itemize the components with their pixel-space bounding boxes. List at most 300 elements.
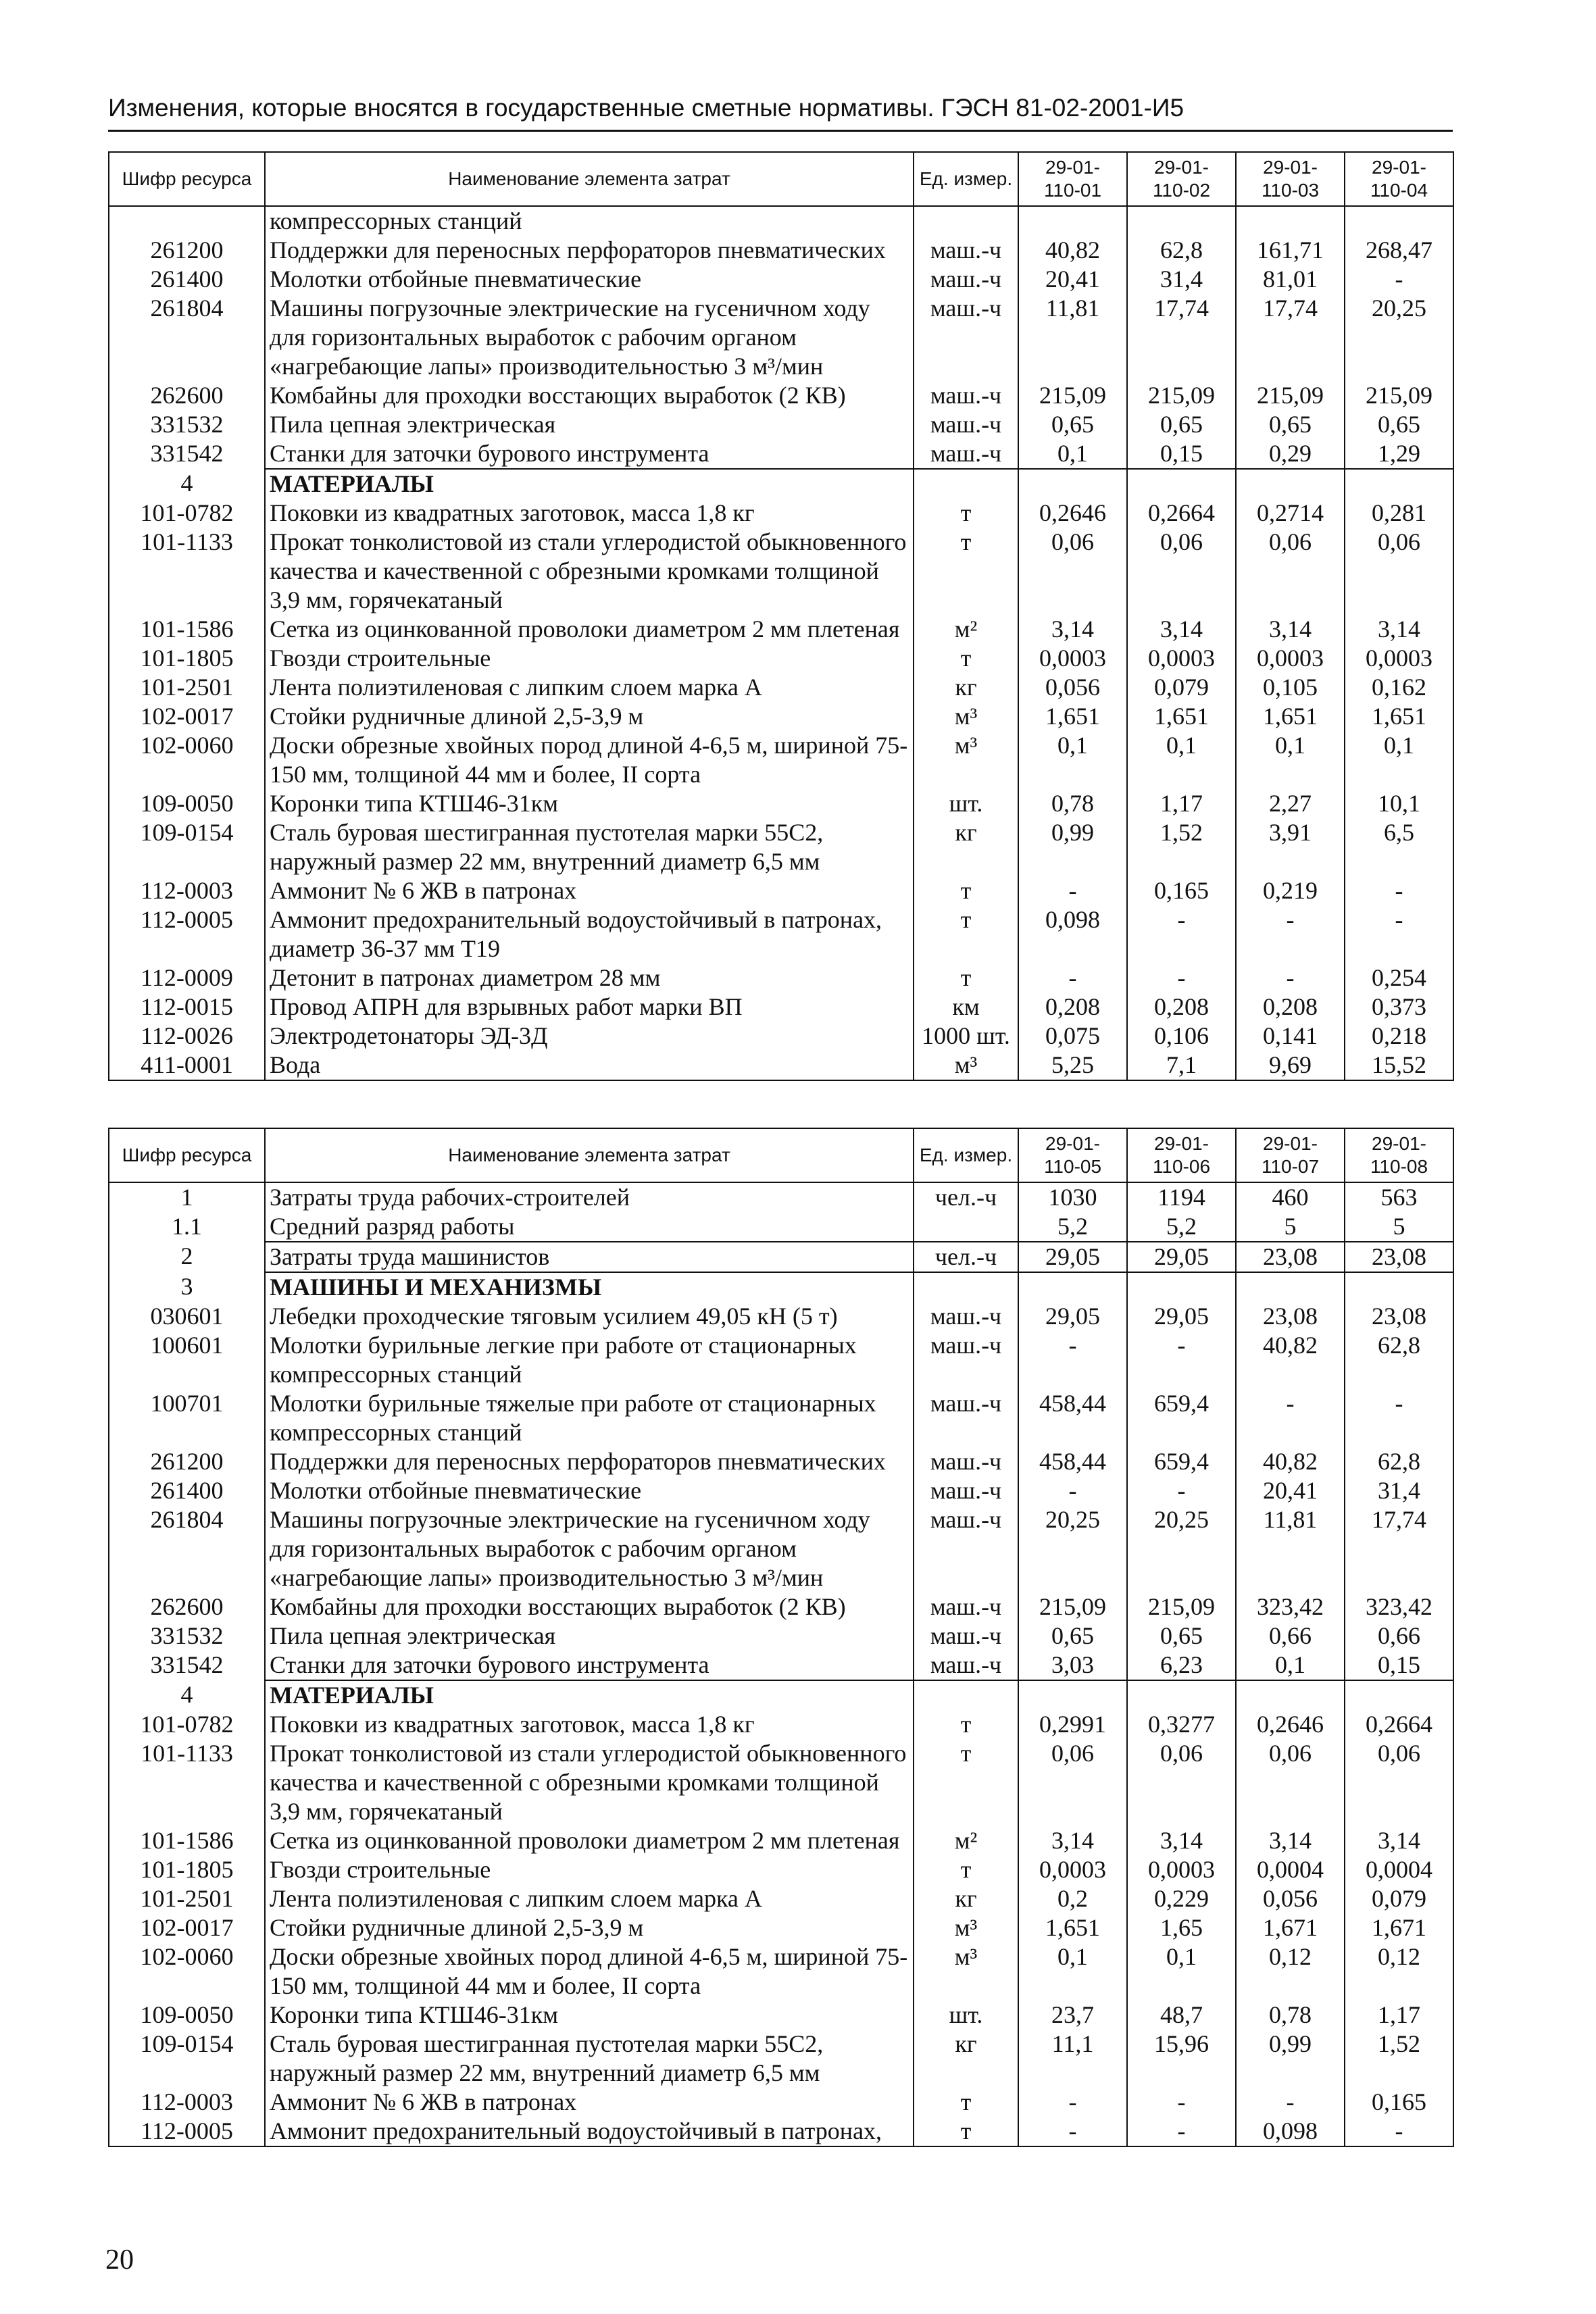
table-row <box>109 206 1453 236</box>
norm-value: 3,14 <box>1236 615 1345 644</box>
norm-value: 3,14 <box>1345 1826 1453 1855</box>
cost-element-name: Пила цепная электрическая <box>265 410 914 439</box>
cost-element-name: Аммонит предохранительный водоустойчивый в патронах, <box>265 2117 914 2146</box>
norm-value: 0,165 <box>1127 876 1236 905</box>
norm-value: 0,1 <box>1236 1651 1345 1680</box>
norm-value: 0,66 <box>1236 1621 1345 1651</box>
norm-value: 1,65 <box>1127 1913 1236 1942</box>
norm-value: 1030 <box>1018 1182 1127 1212</box>
norm-value: 3,91 <box>1236 818 1345 876</box>
norm-value: 29,05 <box>1018 1302 1127 1331</box>
norm-value: 659,4 <box>1127 1389 1236 1447</box>
cost-element-name: Гвозди строительные <box>265 644 914 673</box>
cost-element-name: Лента полиэтиленовая с липким слоем марка А <box>265 673 914 702</box>
norm-value: 1,29 <box>1345 439 1453 469</box>
norm-value: 17,74 <box>1127 294 1236 381</box>
cost-element-name: Машины погрузочные электрические на гусеничном ходу для горизонтальных выработок с рабочим органом «нагребающие лапы» производительностью 3 м³/мин <box>265 1505 914 1592</box>
resource-code <box>109 206 265 236</box>
cost-element-name: Пила цепная электрическая <box>265 1621 914 1651</box>
norm-value: - <box>1236 905 1345 963</box>
unit-cell: м³ <box>914 702 1018 731</box>
norm-value: 0,105 <box>1236 673 1345 702</box>
col-header-norm: 29-01- 110-01 <box>1018 152 1127 206</box>
norm-value: 40,82 <box>1236 1331 1345 1389</box>
cost-element-name: Доски обрезные хвойных пород длиной 4-6,5 м, шириной 75-150 мм, толщиной 44 мм и более, II сорта <box>265 1942 914 2001</box>
page-number: 20 <box>105 2244 134 2275</box>
table-row <box>109 381 1453 410</box>
page-header: Изменения, которые вносятся в государственные сметные нормативы. ГЭСН 81-02-2001-И5 <box>108 92 1453 132</box>
norm-value: - <box>1018 2117 1127 2146</box>
norm-value: 10,1 <box>1345 789 1453 818</box>
norm-value <box>1127 469 1236 499</box>
norm-value: 0,2714 <box>1236 499 1345 528</box>
cost-element-name: Аммонит № 6 ЖВ в патронах <box>265 876 914 905</box>
cost-element-name: Аммонит № 6 ЖВ в патронах <box>265 2088 914 2117</box>
table-row <box>109 1913 1453 1942</box>
table-row <box>109 2001 1453 2030</box>
col-header-code: Шифр ресурса <box>109 1128 265 1182</box>
unit-cell: маш.-ч <box>914 410 1018 439</box>
norm-value: 0,99 <box>1018 818 1127 876</box>
resource-code: 261804 <box>109 1505 265 1592</box>
norm-value: 458,44 <box>1018 1447 1127 1476</box>
norm-value: 0,1 <box>1345 731 1453 789</box>
unit-cell: м³ <box>914 1913 1018 1942</box>
cost-element-name: Коронки типа КТШ46-31км <box>265 789 914 818</box>
col-header-norm: 29-01- 110-02 <box>1127 152 1236 206</box>
norm-value: 23,08 <box>1236 1302 1345 1331</box>
norm-value: 0,15 <box>1127 439 1236 469</box>
norm-value: 0,06 <box>1345 1739 1453 1826</box>
cost-element-name: Комбайны для проходки восстающих выработок (2 КВ) <box>265 381 914 410</box>
norm-value: 0,06 <box>1236 1739 1345 1826</box>
norm-value: 62,8 <box>1345 1447 1453 1476</box>
resource-code: 109-0154 <box>109 2030 265 2088</box>
unit-cell: т <box>914 499 1018 528</box>
resource-code: 101-0782 <box>109 499 265 528</box>
norm-value <box>1345 469 1453 499</box>
norm-value: 3,14 <box>1236 1826 1345 1855</box>
table-row <box>109 1302 1453 1331</box>
resource-code: 030601 <box>109 1302 265 1331</box>
resource-code: 4 <box>109 1680 265 1710</box>
table-row <box>109 1022 1453 1051</box>
table-row <box>109 702 1453 731</box>
table-row <box>109 1389 1453 1447</box>
cost-element-name: Коронки типа КТШ46-31км <box>265 2001 914 2030</box>
cost-element-name: Сталь буровая шестигранная пустотелая марки 55С2, наружный размер 22 мм, внутренний диаметр 6,5 мм <box>265 2030 914 2088</box>
cost-element-name: Электродетонаторы ЭД-3Д <box>265 1022 914 1051</box>
unit-cell: кг <box>914 673 1018 702</box>
norm-value: 0,1 <box>1018 731 1127 789</box>
col-header-name: Наименование элемента затрат <box>265 152 914 206</box>
resource-table-2 <box>108 1128 1454 2147</box>
norm-value: 323,42 <box>1345 1592 1453 1621</box>
table-row <box>109 499 1453 528</box>
norm-value: 0,65 <box>1127 410 1236 439</box>
norm-value: 0,079 <box>1127 673 1236 702</box>
norm-value: 29,05 <box>1127 1302 1236 1331</box>
unit-cell: м³ <box>914 1051 1018 1080</box>
unit-cell: т <box>914 1739 1018 1826</box>
norm-value: - <box>1127 905 1236 963</box>
norm-value: - <box>1345 2117 1453 2146</box>
cost-element-name: Вода <box>265 1051 914 1080</box>
cost-element-name: Сетка из оцинкованной проволоки диаметром 2 мм плетеная <box>265 1826 914 1855</box>
norm-value: 659,4 <box>1127 1447 1236 1476</box>
norm-value: 460 <box>1236 1182 1345 1212</box>
norm-value: 323,42 <box>1236 1592 1345 1621</box>
unit-cell: кг <box>914 818 1018 876</box>
table-row <box>109 294 1453 381</box>
table-row <box>109 1505 1453 1592</box>
norm-value: 0,12 <box>1236 1942 1345 2001</box>
resource-code: 100701 <box>109 1389 265 1447</box>
norm-value: 0,373 <box>1345 992 1453 1022</box>
section-row <box>109 469 1453 499</box>
norm-value: - <box>1018 876 1127 905</box>
norm-value: 215,09 <box>1018 381 1127 410</box>
norm-value: 0,056 <box>1018 673 1127 702</box>
norm-value: 0,165 <box>1345 2088 1453 2117</box>
cost-element-name: МАТЕРИАЛЫ <box>265 1680 914 1710</box>
norm-value: 15,96 <box>1127 2030 1236 2088</box>
norm-value: 215,09 <box>1236 381 1345 410</box>
norm-value: 0,229 <box>1127 1884 1236 1913</box>
unit-cell <box>914 469 1018 499</box>
norm-value: - <box>1127 2088 1236 2117</box>
table-row <box>109 1051 1453 1080</box>
table-row <box>109 905 1453 963</box>
norm-value: - <box>1236 963 1345 992</box>
cost-element-name: Затраты труда рабочих-строителей <box>265 1182 914 1212</box>
cost-element-name: Стойки рудничные длиной 2,5-3,9 м <box>265 702 914 731</box>
cost-element-name: Сталь буровая шестигранная пустотелая марки 55С2, наружный размер 22 мм, внутренний диаметр 6,5 мм <box>265 818 914 876</box>
table-header-row <box>109 1128 1453 1182</box>
unit-cell: м³ <box>914 1942 1018 2001</box>
resource-code: 101-1133 <box>109 1739 265 1826</box>
norm-value <box>1345 1272 1453 1302</box>
norm-value: 81,01 <box>1236 265 1345 294</box>
norm-value: 0,15 <box>1345 1651 1453 1680</box>
norm-value: 0,254 <box>1345 963 1453 992</box>
resource-code: 331532 <box>109 410 265 439</box>
norm-value: 0,78 <box>1236 2001 1345 2030</box>
norm-value: - <box>1127 1331 1236 1389</box>
norm-value: 15,52 <box>1345 1051 1453 1080</box>
norm-value: 3,14 <box>1345 615 1453 644</box>
resource-code: 109-0050 <box>109 789 265 818</box>
table-row <box>109 731 1453 789</box>
norm-value: 0,12 <box>1345 1942 1453 2001</box>
unit-cell: кг <box>914 2030 1018 2088</box>
norm-value: 5 <box>1345 1212 1453 1242</box>
cost-element-name: Детонит в патронах диаметром 28 мм <box>265 963 914 992</box>
norm-value: 0,218 <box>1345 1022 1453 1051</box>
unit-cell: т <box>914 2117 1018 2146</box>
table-row <box>109 1621 1453 1651</box>
norm-value: 1,671 <box>1236 1913 1345 1942</box>
norm-value <box>1236 1272 1345 1302</box>
norm-value: 1194 <box>1127 1182 1236 1212</box>
resource-code: 411-0001 <box>109 1051 265 1080</box>
norm-value: 0,1 <box>1127 731 1236 789</box>
norm-value: 11,81 <box>1236 1505 1345 1592</box>
unit-cell: шт. <box>914 2001 1018 2030</box>
norm-value: 0,098 <box>1236 2117 1345 2146</box>
norm-value: 23,08 <box>1345 1242 1453 1272</box>
norm-value <box>1127 1272 1236 1302</box>
norm-value <box>1018 469 1127 499</box>
norm-value: 0,075 <box>1018 1022 1127 1051</box>
norm-value: 0,162 <box>1345 673 1453 702</box>
norm-value: 0,1 <box>1127 1942 1236 2001</box>
col-header-norm: 29-01- 110-08 <box>1345 1128 1453 1182</box>
resource-code: 101-1805 <box>109 1855 265 1884</box>
table-row <box>109 1476 1453 1505</box>
norm-value: 20,41 <box>1236 1476 1345 1505</box>
table-row <box>109 2088 1453 2117</box>
norm-value: 0,65 <box>1345 410 1453 439</box>
norm-value: 40,82 <box>1236 1447 1345 1476</box>
table-row <box>109 1447 1453 1476</box>
norm-value: 20,25 <box>1127 1505 1236 1592</box>
norm-value: 0,99 <box>1236 2030 1345 2088</box>
unit-cell: т <box>914 2088 1018 2117</box>
resource-code: 101-2501 <box>109 673 265 702</box>
table-row <box>109 1942 1453 2001</box>
norm-value: 17,74 <box>1236 294 1345 381</box>
norm-value: 0,06 <box>1127 528 1236 615</box>
norm-value: 23,08 <box>1236 1242 1345 1272</box>
table-row <box>109 2030 1453 2088</box>
resource-code: 102-0060 <box>109 731 265 789</box>
col-header-norm: 29-01- 110-03 <box>1236 152 1345 206</box>
norm-value <box>1018 206 1127 236</box>
unit-cell: маш.-ч <box>914 1476 1018 1505</box>
unit-cell <box>914 1272 1018 1302</box>
section-row <box>109 1680 1453 1710</box>
norm-value: 3,03 <box>1018 1651 1127 1680</box>
norm-value: 0,2646 <box>1236 1710 1345 1739</box>
section-row <box>109 1272 1453 1302</box>
norm-value: 1,651 <box>1236 702 1345 731</box>
norm-value: 3,14 <box>1018 615 1127 644</box>
norm-value: 3,14 <box>1127 1826 1236 1855</box>
resource-code: 261804 <box>109 294 265 381</box>
cost-element-name: Поковки из квадратных заготовок, масса 1,8 кг <box>265 1710 914 1739</box>
norm-value: 31,4 <box>1345 1476 1453 1505</box>
norm-value: - <box>1127 2117 1236 2146</box>
cost-element-name: Поковки из квадратных заготовок, масса 1,8 кг <box>265 499 914 528</box>
norm-value <box>1345 1680 1453 1710</box>
norm-value: 5,25 <box>1018 1051 1127 1080</box>
norm-value: - <box>1236 1389 1345 1447</box>
resource-code: 102-0060 <box>109 1942 265 2001</box>
resource-code: 262600 <box>109 1592 265 1621</box>
norm-value: 458,44 <box>1018 1389 1127 1447</box>
col-header-norm: 29-01- 110-07 <box>1236 1128 1345 1182</box>
norm-value <box>1236 206 1345 236</box>
norm-value: 0,0003 <box>1127 644 1236 673</box>
norm-value: 31,4 <box>1127 265 1236 294</box>
table-row <box>109 644 1453 673</box>
unit-cell: маш.-ч <box>914 1621 1018 1651</box>
cost-element-name: Молотки отбойные пневматические <box>265 265 914 294</box>
cost-element-name: Сетка из оцинкованной проволоки диаметром 2 мм плетеная <box>265 615 914 644</box>
unit-cell: чел.-ч <box>914 1182 1018 1212</box>
norm-value: 5,2 <box>1018 1212 1127 1242</box>
norm-value <box>1236 469 1345 499</box>
resource-code: 261200 <box>109 236 265 265</box>
norm-value: 3,14 <box>1127 615 1236 644</box>
cost-element-name: Молотки бурильные легкие при работе от стационарных компрессорных станций <box>265 1331 914 1389</box>
table-row <box>109 1242 1453 1272</box>
table-header-row <box>109 152 1453 206</box>
unit-cell: 1000 шт. <box>914 1022 1018 1051</box>
unit-cell: маш.-ч <box>914 1505 1018 1592</box>
norm-value: 0,06 <box>1236 528 1345 615</box>
unit-cell: маш.-ч <box>914 1447 1018 1476</box>
unit-cell <box>914 1680 1018 1710</box>
norm-value: - <box>1018 1476 1127 1505</box>
cost-element-name: Молотки бурильные тяжелые при работе от стационарных компрессорных станций <box>265 1389 914 1447</box>
norm-value: 0,098 <box>1018 905 1127 963</box>
table-body <box>109 206 1453 1080</box>
table-row <box>109 1651 1453 1680</box>
unit-cell: маш.-ч <box>914 1389 1018 1447</box>
table-row <box>109 1331 1453 1389</box>
norm-value: 23,7 <box>1018 2001 1127 2030</box>
norm-value: 1,651 <box>1127 702 1236 731</box>
table-row <box>109 876 1453 905</box>
norm-value: 1,651 <box>1345 702 1453 731</box>
resource-code: 101-1586 <box>109 1826 265 1855</box>
resource-code: 2 <box>109 1242 265 1272</box>
unit-cell: чел.-ч <box>914 1242 1018 1272</box>
norm-value: 6,5 <box>1345 818 1453 876</box>
norm-value: 0,65 <box>1018 410 1127 439</box>
unit-cell: м² <box>914 1826 1018 1855</box>
col-header-unit: Ед. измер. <box>914 1128 1018 1182</box>
norm-value: 0,0003 <box>1018 1855 1127 1884</box>
norm-value <box>1236 1680 1345 1710</box>
norm-value <box>1127 1680 1236 1710</box>
norm-value: 0,0003 <box>1127 1855 1236 1884</box>
norm-value: 0,141 <box>1236 1022 1345 1051</box>
norm-value: - <box>1236 2088 1345 2117</box>
col-header-norm: 29-01- 110-05 <box>1018 1128 1127 1182</box>
resource-code: 101-1586 <box>109 615 265 644</box>
norm-value: 215,09 <box>1127 381 1236 410</box>
unit-cell: маш.-ч <box>914 1331 1018 1389</box>
cost-element-name: компрессорных станций <box>265 206 914 236</box>
norm-value: 215,09 <box>1345 381 1453 410</box>
norm-value: 0,2991 <box>1018 1710 1127 1739</box>
resource-code: 331542 <box>109 439 265 469</box>
norm-value: 0,0003 <box>1018 644 1127 673</box>
unit-cell: маш.-ч <box>914 1592 1018 1621</box>
unit-cell: т <box>914 528 1018 615</box>
unit-cell: т <box>914 1710 1018 1739</box>
norm-value: 0,06 <box>1127 1739 1236 1826</box>
cost-element-name: Доски обрезные хвойных пород длиной 4-6,5 м, шириной 75-150 мм, толщиной 44 мм и более, II сорта <box>265 731 914 789</box>
norm-value: 0,1 <box>1018 439 1127 469</box>
norm-value: 0,3277 <box>1127 1710 1236 1739</box>
norm-value: - <box>1127 1476 1236 1505</box>
norm-value: - <box>1018 2088 1127 2117</box>
norm-value: 161,71 <box>1236 236 1345 265</box>
norm-value: 9,69 <box>1236 1051 1345 1080</box>
norm-value: 0,1 <box>1236 731 1345 789</box>
resource-code: 109-0154 <box>109 818 265 876</box>
norm-value: 0,219 <box>1236 876 1345 905</box>
resource-code: 101-1805 <box>109 644 265 673</box>
norm-value: - <box>1345 876 1453 905</box>
norm-value <box>1345 206 1453 236</box>
norm-value: 0,079 <box>1345 1884 1453 1913</box>
resource-code: 100601 <box>109 1331 265 1389</box>
resource-code: 112-0005 <box>109 905 265 963</box>
unit-cell: кг <box>914 1884 1018 1913</box>
norm-value: 11,81 <box>1018 294 1127 381</box>
norm-value: 20,41 <box>1018 265 1127 294</box>
norm-value: 20,25 <box>1345 294 1453 381</box>
cost-element-name: Аммонит предохранительный водоустойчивый в патронах, диаметр 36-37 мм Т19 <box>265 905 914 963</box>
norm-value: 20,25 <box>1018 1505 1127 1592</box>
table-row <box>109 1855 1453 1884</box>
norm-value: 2,27 <box>1236 789 1345 818</box>
norm-value: 0,06 <box>1345 528 1453 615</box>
norm-value: 0,06 <box>1018 1739 1127 1826</box>
table-row <box>109 236 1453 265</box>
unit-cell: маш.-ч <box>914 294 1018 381</box>
table-row <box>109 818 1453 876</box>
table-row <box>109 615 1453 644</box>
resource-code: 112-0009 <box>109 963 265 992</box>
table-row <box>109 439 1453 469</box>
norm-value: 7,1 <box>1127 1051 1236 1080</box>
resource-code: 112-0005 <box>109 2117 265 2146</box>
norm-value: 0,2 <box>1018 1884 1127 1913</box>
norm-value: - <box>1345 905 1453 963</box>
table-row <box>109 265 1453 294</box>
table-row <box>109 1592 1453 1621</box>
col-header-code: Шифр ресурса <box>109 152 265 206</box>
norm-value: 0,0004 <box>1345 1855 1453 1884</box>
cost-element-name: МАТЕРИАЛЫ <box>265 469 914 499</box>
norm-value: 0,06 <box>1018 528 1127 615</box>
norm-value: 1,651 <box>1018 1913 1127 1942</box>
norm-value: 0,78 <box>1018 789 1127 818</box>
unit-cell <box>914 1212 1018 1242</box>
norm-value: 0,0003 <box>1345 644 1453 673</box>
norm-value: 0,2664 <box>1345 1710 1453 1739</box>
norm-value: 40,82 <box>1018 236 1127 265</box>
norm-value: 1,671 <box>1345 1913 1453 1942</box>
unit-cell: т <box>914 905 1018 963</box>
norm-value: 0,2646 <box>1018 499 1127 528</box>
norm-value: 29,05 <box>1127 1242 1236 1272</box>
cost-element-name: Прокат тонколистовой из стали углеродистой обыкновенного качества и качественной с обрезными кромками толщиной 3,9 мм, горячекатаный <box>265 1739 914 1826</box>
unit-cell: маш.-ч <box>914 1651 1018 1680</box>
resource-code: 112-0003 <box>109 876 265 905</box>
cost-element-name: Поддержки для переносных перфораторов пневматических <box>265 1447 914 1476</box>
norm-value: 0,65 <box>1018 1621 1127 1651</box>
resource-code: 102-0017 <box>109 702 265 731</box>
unit-cell: км <box>914 992 1018 1022</box>
norm-value: 0,056 <box>1236 1884 1345 1913</box>
